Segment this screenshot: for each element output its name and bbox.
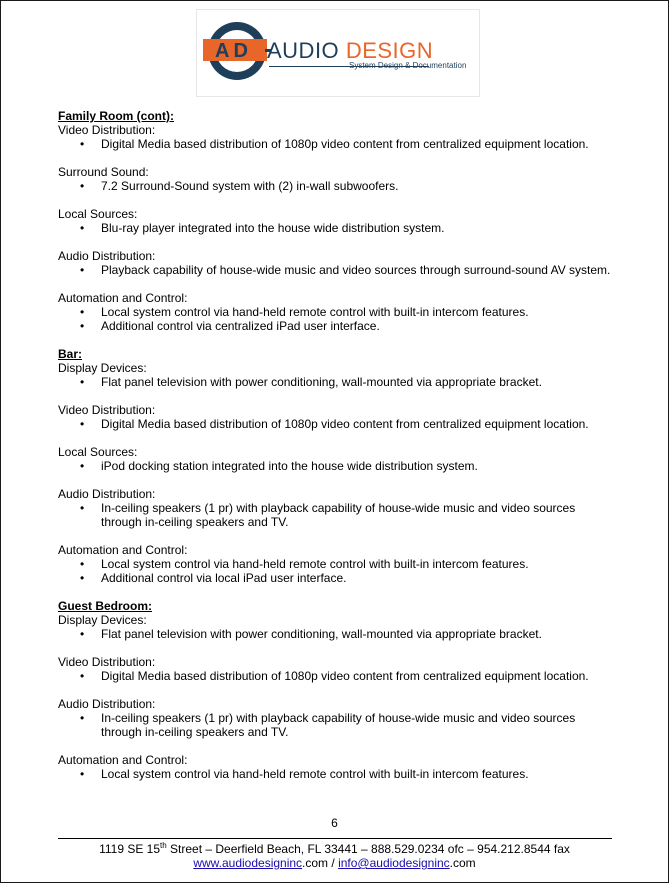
email-suffix: .com xyxy=(449,856,476,870)
category-label: Audio Distribution: xyxy=(58,697,156,711)
logo-mark-text: AD xyxy=(215,40,252,62)
category-label: Automation and Control: xyxy=(58,753,188,767)
address-rest: Street – Deerfield Beach, FL 33441 – 888.529.0234 ofc – 954.212.8544 fax xyxy=(166,842,570,856)
footer-divider xyxy=(58,838,612,839)
category-label: Video Distribution: xyxy=(58,403,156,417)
website-suffix: .com xyxy=(302,856,329,870)
website-link[interactable]: www.audiodesigninc xyxy=(193,856,303,870)
section-title: Guest Bedroom: xyxy=(58,599,153,613)
category-label: Video Distribution: xyxy=(58,123,156,137)
footer-address xyxy=(1,842,668,856)
document-body xyxy=(58,109,618,781)
bullet-item: • In-ceiling speakers (1 pr) with playback capability of house-wide music and video sources through in-ceiling speakers and TV. xyxy=(58,711,618,739)
footer-contact xyxy=(1,856,668,870)
category-label: Audio Distribution: xyxy=(58,487,156,501)
bullet-item: • Digital Media based distribution of 1080p video content from centralized equipment location. xyxy=(58,137,618,151)
logo-tagline: System Design & Documentation xyxy=(349,61,467,70)
category-label: Display Devices: xyxy=(58,613,147,627)
bullet-item: • Flat panel television with power conditioning, wall-mounted via appropriate bracket. xyxy=(58,627,618,641)
category-label: Surround Sound: xyxy=(58,165,149,179)
contact-separator: / xyxy=(328,856,339,870)
address-street-number: 1119 SE 15 xyxy=(99,842,161,856)
bullet-item: • Local system control via hand-held remote control with built-in intercom features. xyxy=(58,557,618,571)
bullet-item: • Flat panel television with power conditioning, wall-mounted via appropriate bracket. xyxy=(58,375,618,389)
email-link[interactable]: info@audiodesigninc xyxy=(338,856,450,870)
page-number: 6 xyxy=(331,816,338,830)
bullet-item: • Local system control via hand-held remote control with built-in intercom features. xyxy=(58,305,618,319)
category-label: Automation and Control: xyxy=(58,291,188,305)
bullet-item: • Digital Media based distribution of 1080p video content from centralized equipment location. xyxy=(58,669,618,683)
bullet-item: • iPod docking station integrated into the house wide distribution system. xyxy=(58,459,618,473)
company-logo xyxy=(196,9,480,97)
logo-word-design: DESIGN xyxy=(345,38,434,63)
section-title: Bar: xyxy=(58,347,83,361)
bullet-item: • In-ceiling speakers (1 pr) with playback capability of house-wide music and video sources through in-ceiling speakers and TV. xyxy=(58,501,618,529)
category-label: Local Sources: xyxy=(58,207,138,221)
bullet-item: • Digital Media based distribution of 1080p video content from centralized equipment location. xyxy=(58,417,618,431)
category-label: Local Sources: xyxy=(58,445,138,459)
bullet-item: • 7.2 Surround-Sound system with (2) in-wall subwoofers. xyxy=(58,179,618,193)
bullet-item: • Playback capability of house-wide music and video sources through surround-sound AV system. xyxy=(58,263,618,277)
bullet-item: • Local system control via hand-held remote control with built-in intercom features. xyxy=(58,767,618,781)
category-label: Display Devices: xyxy=(58,361,147,375)
bullet-item: • Additional control via local iPad user interface. xyxy=(58,571,618,585)
logo-word-audio: AUDIO xyxy=(267,38,340,63)
category-label: Video Distribution: xyxy=(58,655,156,669)
category-label: Audio Distribution: xyxy=(58,249,156,263)
section-title: Family Room (cont): xyxy=(58,109,174,123)
bullet-item: • Additional control via centralized iPad user interface. xyxy=(58,319,618,333)
address-ordinal: th xyxy=(160,841,167,850)
bullet-item: • Blu-ray player integrated into the house wide distribution system. xyxy=(58,221,618,235)
category-label: Automation and Control: xyxy=(58,543,188,557)
